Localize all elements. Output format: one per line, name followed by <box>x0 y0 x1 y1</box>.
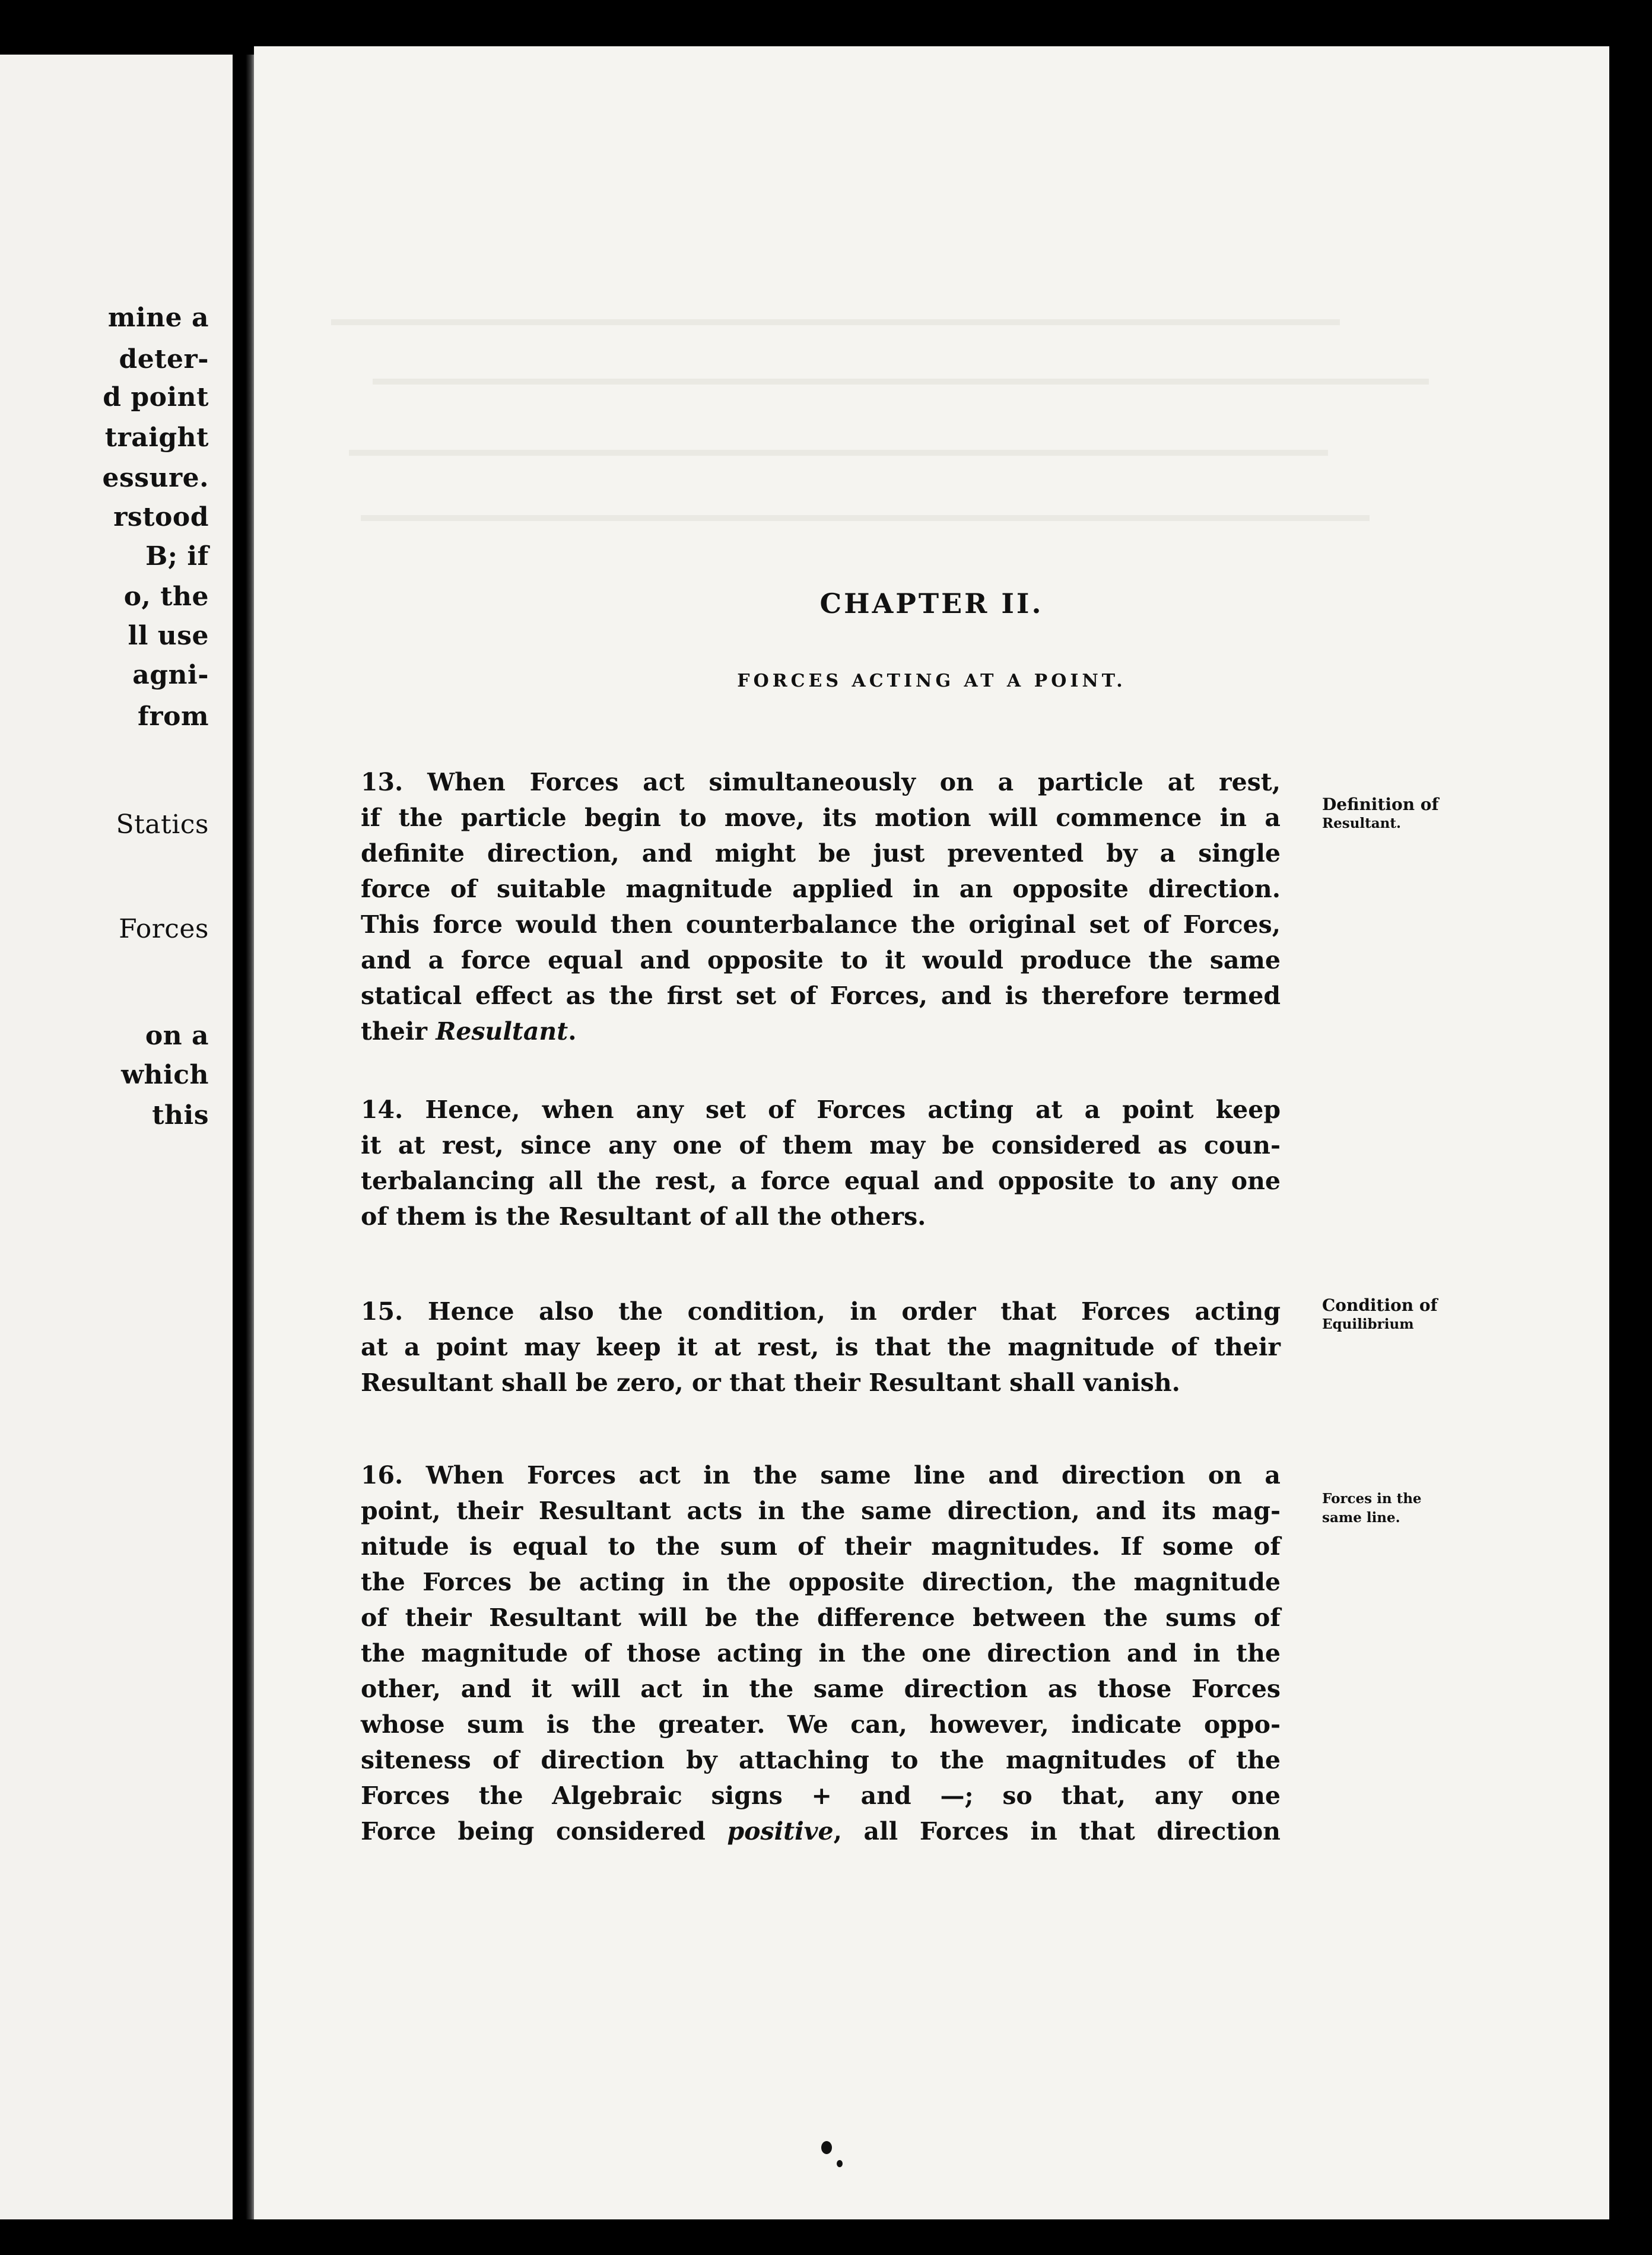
text-line: and a force equal and opposite to it would produce the same <box>361 946 1281 974</box>
left-page-line: mine a <box>107 303 209 333</box>
scan-speck <box>821 2141 832 2154</box>
text-line: 15. Hence also the condition, in order that Forces acting <box>361 1297 1281 1326</box>
paragraph-14 <box>361 1092 1281 1234</box>
show-through <box>349 450 1328 456</box>
text-line-with-italic <box>361 1014 1281 1049</box>
text-line: Resultant shall be zero, or that their Resultant shall vanish. <box>361 1368 1180 1397</box>
show-through <box>331 319 1340 325</box>
text-line: nitude is equal to the sum of their magnitudes. If some of <box>361 1532 1281 1561</box>
text-line: it at rest, since any one of them may be considered as coun- <box>361 1131 1281 1160</box>
sidenote-line: same line. <box>1322 1510 1400 1526</box>
left-page-line: agni- <box>132 660 209 690</box>
sidenote-line: Resultant. <box>1322 815 1402 831</box>
left-page-line: from <box>137 701 209 732</box>
text-line: statical effect as the first set of Forces, and is therefore termed <box>361 982 1281 1010</box>
left-page-line: this <box>152 1100 209 1130</box>
show-through <box>361 515 1370 521</box>
paragraph-16 <box>361 1457 1281 1849</box>
paragraph-15 <box>361 1294 1281 1400</box>
text-line: whose sum is the greater. We can, however, indicate oppo- <box>361 1710 1281 1739</box>
text-line: Force being considered positive, all Forces in that direction <box>361 1817 1281 1846</box>
book-page <box>254 46 1609 2219</box>
sidenote-definition-of-resultant <box>1322 795 1439 833</box>
left-page-line: ll use <box>128 621 209 651</box>
sidenote-line: Definition of <box>1322 795 1439 814</box>
text-line: 14. Hence, when any set of Forces acting at a point keep <box>361 1095 1281 1124</box>
left-page-line: o, the <box>123 582 209 612</box>
text-line: the magnitude of those acting in the one direction and in the <box>361 1639 1281 1668</box>
text-line: 13. When Forces act simultaneously on a particle at rest, <box>361 768 1281 796</box>
text-line: force of suitable magnitude applied in an opposite direction. <box>361 875 1281 903</box>
left-page-line: B; if <box>145 541 209 571</box>
scan-border-bottom <box>0 2219 1652 2255</box>
text-line: of them is the Resultant of all the others. <box>361 1202 926 1231</box>
text-line: Forces the Algebraic signs + and —; so that, any one <box>361 1781 1281 1810</box>
left-page-line: deter- <box>119 344 209 374</box>
scan-speck <box>837 2160 843 2167</box>
left-page-line: rstood <box>113 502 209 532</box>
scan-border-right <box>1609 0 1652 2255</box>
chapter-title: CHAPTER II. <box>819 587 1044 620</box>
text-line: other, and it will act in the same direction as those Forces <box>361 1675 1281 1703</box>
left-page-line: essure. <box>102 463 209 493</box>
text-line: 16. When Forces act in the same line and direction on a <box>361 1461 1281 1489</box>
sidenote-line: Equilibrium <box>1322 1316 1414 1332</box>
text-line: their Resultant. <box>361 1017 577 1046</box>
text-line: if the particle begin to move, its motion will commence in a <box>361 803 1281 832</box>
left-page-line: traight <box>104 423 209 453</box>
text-line: point, their Resultant acts in the same direction, and its mag- <box>361 1497 1281 1525</box>
sidenote-line: Condition of <box>1322 1295 1438 1315</box>
left-page-line: Forces <box>119 914 209 944</box>
text-line: at a point may keep it at rest, is that the magnitude of their <box>361 1333 1281 1361</box>
left-page-line: on a <box>145 1021 209 1051</box>
show-through <box>373 379 1429 385</box>
italic-term: positive <box>727 1817 834 1846</box>
text-line: of their Resultant will be the difference between the sums of <box>361 1603 1281 1632</box>
text-line: the Forces be acting in the opposite direction, the magnitude <box>361 1568 1281 1596</box>
text-line: definite direction, and might be just prevented by a single <box>361 839 1281 868</box>
left-page-line: which <box>121 1060 209 1090</box>
left-page-line: Statics <box>116 809 209 840</box>
paragraph-13 <box>361 764 1281 1049</box>
text-line: siteness of direction by attaching to the magnitudes of the <box>361 1746 1281 1774</box>
sidenote-condition-of-equilibrium <box>1322 1296 1438 1334</box>
section-heading: FORCES ACTING AT A POINT. <box>737 671 1126 691</box>
sidenote-line: Forces in the <box>1322 1491 1422 1507</box>
text-line: terbalancing all the rest, a force equal and opposite to any one <box>361 1167 1281 1195</box>
book-spine-shadow <box>246 55 254 2219</box>
italic-term: Resultant <box>436 1017 568 1046</box>
sidenote-forces-in-same-line <box>1322 1489 1422 1527</box>
left-page-line: d point <box>103 382 209 412</box>
text-line: This force would then counterbalance the original set of Forces, <box>361 910 1281 939</box>
text-line-with-italic <box>361 1813 1281 1849</box>
left-page-fragment <box>0 55 233 2219</box>
